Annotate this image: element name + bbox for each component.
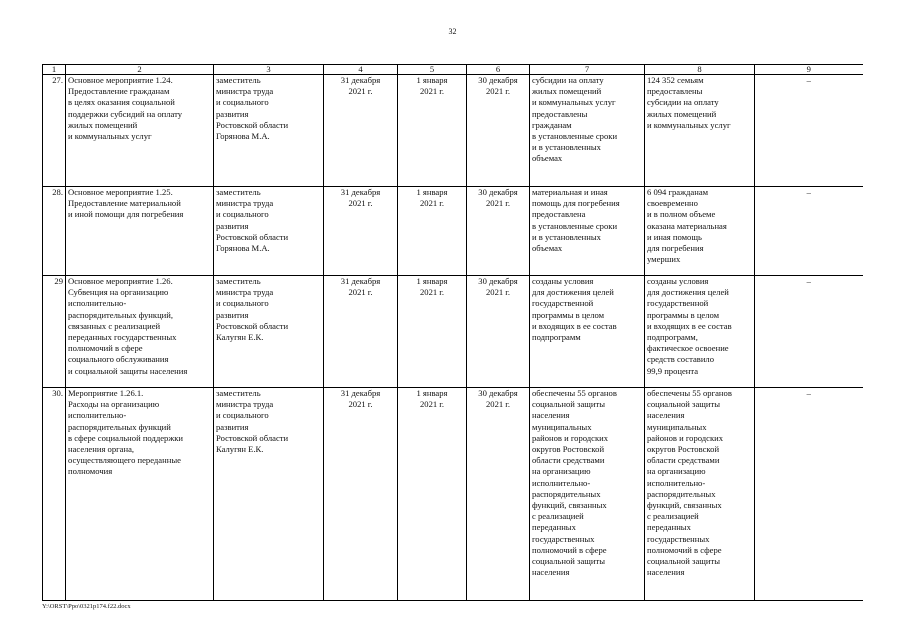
implementation-plan-table [42,64,863,601]
non-fulfillment-reasons: – [755,75,863,187]
expected-result: созданы условия для достижения целей государственной программы в целом и входящих в ее состав подпрограмм [530,276,645,388]
non-fulfillment-reasons: – [755,276,863,388]
col-header-7: 7 [530,65,645,75]
actual-end-date: 30 декабря 2021 г. [467,276,530,388]
column-number-row [43,65,863,75]
table-row [43,75,863,187]
row-number: 29 [43,276,66,388]
col-header-1: 1 [43,65,66,75]
responsible-person: заместитель министра труда и социального развития Ростовской области Калугян Е.К. [214,388,324,601]
row-number: 28. [43,187,66,276]
activity-name: Основное мероприятие 1.26. Субвенция на организацию исполнительно- распорядительных функций, связанных с реализацией переданных государственных полномочий в сфере социального обслуживания и социальной защиты населения [66,276,214,388]
footer-file-path: Y:\ORST\Ppo\0321p174.f22.docx [42,603,131,610]
actual-end-date: 30 декабря 2021 г. [467,187,530,276]
col-header-6: 6 [467,65,530,75]
row-number: 27. [43,75,66,187]
actual-end-date: 30 декабря 2021 г. [467,75,530,187]
table-row [43,276,863,388]
table-row [43,187,863,276]
actual-result: созданы условия для достижения целей государственной программы в целом и входящих в ее состав подпрограмм, фактическое освоение средств составило 99,9 процента [645,276,755,388]
responsible-person: заместитель министра труда и социального развития Ростовской области Калугян Е.К. [214,276,324,388]
actual-result: 124 352 семьям предоставлены субсидии на оплату жилых помещений и коммунальных услуг [645,75,755,187]
actual-start-date: 1 января 2021 г. [398,187,467,276]
expected-result: субсидии на оплату жилых помещений и коммунальных услуг предоставлены гражданам в установленные сроки и в установленных объемах [530,75,645,187]
non-fulfillment-reasons: – [755,388,863,601]
expected-result: материальная и иная помощь для погребения предоставлена в установленные сроки и в установленных объемах [530,187,645,276]
actual-end-date: 30 декабря 2021 г. [467,388,530,601]
actual-start-date: 1 января 2021 г. [398,388,467,601]
activity-name: Основное мероприятие 1.24. Предоставление гражданам в целях оказания социальной поддержки субсидий на оплату жилых помещений и коммунальных услуг [66,75,214,187]
table-row [43,388,863,601]
expected-result: обеспечены 55 органов социальной защиты населения муниципальных районов и городских округов Ростовской области средствами на организацию исполнительно- распорядительных функций, связанных с реализацией переданных государственных полномочий в сфере социальной защиты населения [530,388,645,601]
planned-deadline: 31 декабря 2021 г. [324,187,398,276]
col-header-8: 8 [645,65,755,75]
col-header-2: 2 [66,65,214,75]
page-number: 32 [448,27,457,36]
col-header-3: 3 [214,65,324,75]
actual-start-date: 1 января 2021 г. [398,276,467,388]
non-fulfillment-reasons: – [755,187,863,276]
planned-deadline: 31 декабря 2021 г. [324,388,398,601]
col-header-5: 5 [398,65,467,75]
responsible-person: заместитель министра труда и социального развития Ростовской области Горянова М.А. [214,75,324,187]
activity-name: Мероприятие 1.26.1. Расходы на организацию исполнительно- распорядительных функций в сфере социальной поддержки населения органа, осуществляющего переданные полномочия [66,388,214,601]
activity-name: Основное мероприятие 1.25. Предоставление материальной и иной помощи для погребения [66,187,214,276]
actual-result: 6 094 гражданам своевременно и в полном объеме оказана материальная и иная помощь для погребения умерших [645,187,755,276]
col-header-9: 9 [755,65,863,75]
col-header-4: 4 [324,65,398,75]
row-number: 30. [43,388,66,601]
actual-result: обеспечены 55 органов социальной защиты населения муниципальных районов и городских округов Ростовской области средствами на организацию исполнительно- распорядительных функций, связанных с реализацией переданных государственных полномочий в сфере социальной защиты населения [645,388,755,601]
responsible-person: заместитель министра труда и социального развития Ростовской области Горянова М.А. [214,187,324,276]
actual-start-date: 1 января 2021 г. [398,75,467,187]
planned-deadline: 31 декабря 2021 г. [324,276,398,388]
planned-deadline: 31 декабря 2021 г. [324,75,398,187]
